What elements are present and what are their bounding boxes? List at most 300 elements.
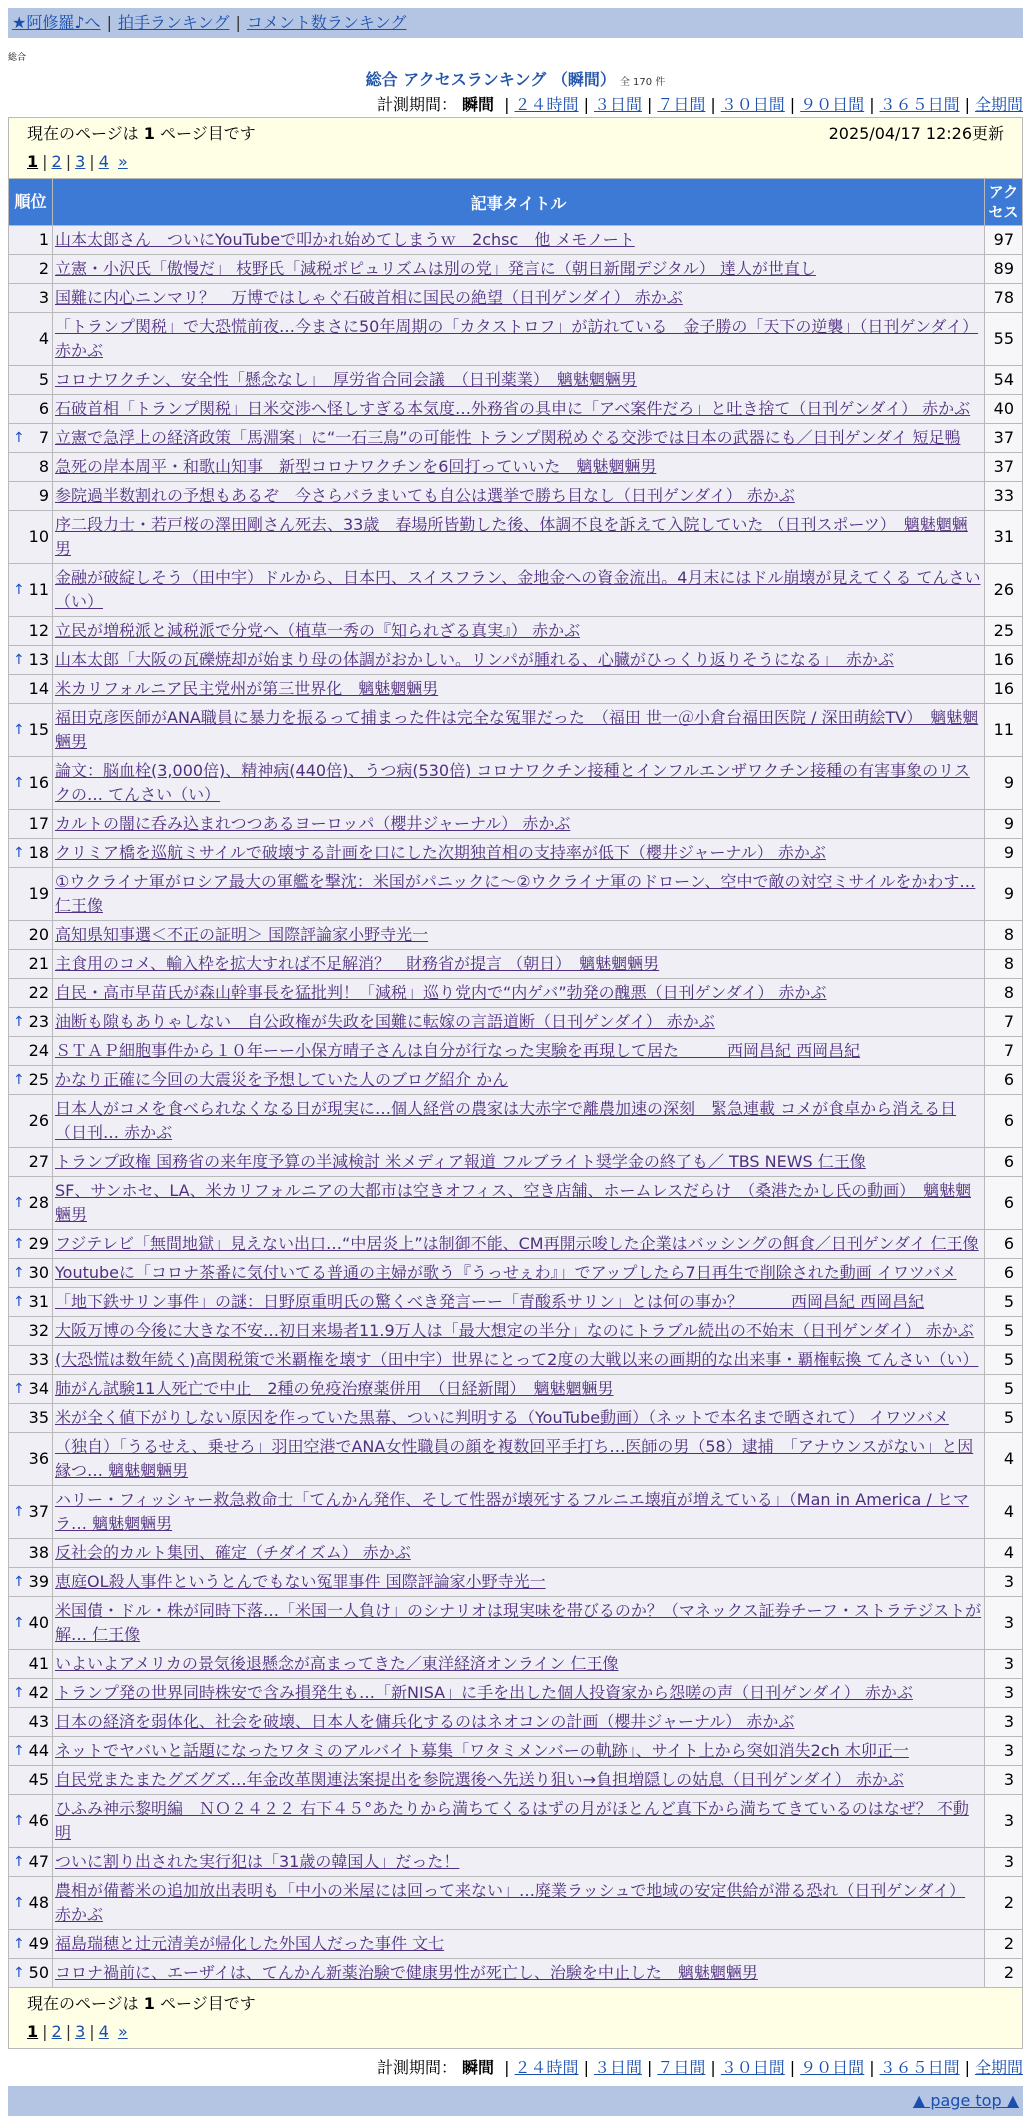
rank-cell bbox=[9, 1679, 53, 1708]
title-cell bbox=[53, 255, 985, 284]
rank-cell bbox=[9, 1037, 53, 1066]
table-row bbox=[9, 1539, 1023, 1568]
article-link[interactable]: (大恐慌は数年続く)高関税策で米覇権を壊す（田中宇）世界にとって2度の大戦以来の画期的な出来事・覇権転換 てんさい（い） bbox=[55, 1350, 979, 1369]
article-link[interactable]: フジテレビ「無間地獄」見えない出口…“中居炎上”は制御不能、CM再開示唆した企業はバッシングの餌食／日刊ゲンダイ 仁王像 bbox=[55, 1234, 979, 1253]
table-row bbox=[9, 1568, 1023, 1597]
table-row bbox=[9, 1404, 1023, 1433]
period-separator: | bbox=[789, 95, 796, 114]
rank-number: 29 bbox=[28, 1234, 49, 1253]
article-link[interactable]: 米国債・ドル・株が同時下落…「米国一人負け」のシナリオは現実味を帯びるのか？（マネックス証券チーフ・ストラテジストが解… 仁王像 bbox=[55, 1601, 982, 1644]
article-link[interactable]: 恵庭OL殺人事件というとんでもない冤罪事件 国際評論家小野寺光一 bbox=[55, 1572, 546, 1591]
table-row bbox=[9, 482, 1023, 511]
page-link[interactable]: 2 bbox=[51, 2022, 62, 2041]
title-cell bbox=[53, 1597, 985, 1650]
access-count: 3 bbox=[984, 1795, 1022, 1848]
rank-number: 36 bbox=[28, 1449, 49, 1468]
page-link[interactable]: 3 bbox=[75, 2022, 86, 2041]
rank-up-arrow-icon: ↑ bbox=[13, 1381, 25, 1397]
page-current: 1 bbox=[27, 152, 39, 171]
rank-number: 21 bbox=[28, 954, 49, 973]
title-cell bbox=[53, 646, 985, 675]
article-link[interactable]: 「地下鉄サリン事件」の謎：日野原重明氏の驚くべき発言ーー「青酸系サリン」とは何の事か？ 西岡昌紀 西岡昌紀 bbox=[55, 1292, 925, 1311]
title-cell bbox=[53, 1008, 985, 1037]
title-cell bbox=[53, 1317, 985, 1346]
title-cell bbox=[53, 1708, 985, 1737]
access-count: 3 bbox=[984, 1708, 1022, 1737]
table-row bbox=[9, 1095, 1023, 1148]
title-cell bbox=[53, 1539, 985, 1568]
article-link[interactable]: ①ウクライナ軍がロシア最大の軍艦を撃沈：米国がパニックに〜②ウクライナ軍のドローン、空中で敵の対空ミサイルをかわす… 仁王像 bbox=[55, 872, 976, 915]
rank-up-arrow-icon: ↑ bbox=[13, 582, 25, 598]
period-selector-top bbox=[0, 92, 1031, 115]
table-row bbox=[9, 313, 1023, 366]
article-link[interactable]: ついに割り出された実行犯は「31歳の韓国人」だった！ bbox=[55, 1852, 460, 1871]
article-link[interactable]: いよいよアメリカの景気後退懸念が高まってきた／東洋経済オンライン 仁王像 bbox=[55, 1654, 619, 1673]
title-cell bbox=[53, 1737, 985, 1766]
rank-number: 20 bbox=[28, 925, 49, 944]
article-link[interactable]: 論文：脳血栓(3,000倍)、精神病(440倍)、うつ病(530倍) コロナワクチン接種とインフルエンザワクチン接種の有害事象のリスクの… てんさい（い） bbox=[55, 761, 970, 804]
article-link[interactable]: 肺がん試験11人死亡で中止 2種の免疫治療薬併用 （日経新聞） 魑魅魍魎男 bbox=[55, 1379, 614, 1398]
rank-cell bbox=[9, 1066, 53, 1095]
table-row bbox=[9, 839, 1023, 868]
period-link[interactable]: ３６５日間 bbox=[879, 2058, 960, 2077]
table-row bbox=[9, 564, 1023, 617]
pager-top bbox=[9, 118, 1023, 179]
access-count: 6 bbox=[984, 1259, 1022, 1288]
title-cell bbox=[53, 564, 985, 617]
article-link[interactable]: 国難に内心ニンマリ？ 万博ではしゃぐ石破首相に国民の絶望（日刊ゲンダイ） 赤かぶ bbox=[55, 288, 683, 307]
rank-number: 41 bbox=[28, 1654, 49, 1673]
article-link[interactable]: コロナ禍前に、エーザイは、てんかん新薬治験で健康男性が死亡し、治験を中止した 魑魅魍魎男 bbox=[55, 1963, 758, 1982]
table-row bbox=[9, 1708, 1023, 1737]
col-header-rank: 順位 bbox=[9, 179, 53, 226]
rank-number: 31 bbox=[28, 1292, 49, 1311]
rank-number: 39 bbox=[28, 1572, 49, 1591]
table-row bbox=[9, 1066, 1023, 1095]
rank-up-arrow-icon: ↑ bbox=[13, 1072, 25, 1088]
nav-separator: | bbox=[235, 13, 241, 32]
article-link[interactable]: コロナワクチン、安全性「懸念なし」 厚労省合同会議 （日刊薬業） 魑魅魍魎男 bbox=[55, 370, 637, 389]
access-count: 9 bbox=[984, 810, 1022, 839]
rank-number: 35 bbox=[28, 1408, 49, 1427]
access-count: 6 bbox=[984, 1230, 1022, 1259]
article-link[interactable]: カルトの闇に呑み込まれつつあるヨーロッパ（櫻井ジャーナル） 赤かぶ bbox=[55, 814, 571, 833]
title-cell bbox=[53, 511, 985, 564]
rank-up-arrow-icon: ↑ bbox=[13, 845, 25, 861]
title-cell bbox=[53, 226, 985, 255]
rank-cell bbox=[9, 1375, 53, 1404]
rank-cell bbox=[9, 255, 53, 284]
rank-up-arrow-icon: ↑ bbox=[13, 1813, 25, 1829]
table-row bbox=[9, 1486, 1023, 1539]
article-link[interactable]: 参院過半数割れの予想もあるぞ 今さらバラまいても自公は選挙で勝ち目なし（日刊ゲンダイ） 赤かぶ bbox=[55, 486, 795, 505]
title-cell bbox=[53, 1766, 985, 1795]
rank-cell bbox=[9, 1346, 53, 1375]
rank-cell bbox=[9, 1930, 53, 1959]
period-link[interactable]: ９０日間 bbox=[800, 2058, 865, 2077]
article-link[interactable]: 立憲・小沢氏「傲慢だ」 枝野氏「減税ポピュリズムは別の党」発言に（朝日新聞デジタル） 達人が世直し bbox=[55, 259, 816, 278]
title-cell bbox=[53, 810, 985, 839]
page-link[interactable]: 4 bbox=[98, 152, 109, 171]
period-link[interactable]: ２４時間 bbox=[514, 95, 579, 114]
rank-number: 14 bbox=[28, 679, 49, 698]
table-row bbox=[9, 1795, 1023, 1848]
page-link[interactable]: 2 bbox=[51, 152, 62, 171]
title-cell bbox=[53, 979, 985, 1008]
table-row bbox=[9, 1433, 1023, 1486]
access-count: 4 bbox=[984, 1486, 1022, 1539]
article-link[interactable]: ひふみ神示黎明編 ＮＯ２４２２ 右下４５°あたりから満ちてくるはずの月がほとんど真下から満ちてきているのはなぜ？ 不動明 bbox=[55, 1799, 969, 1842]
period-link[interactable]: ３日間 bbox=[593, 95, 642, 114]
table-row bbox=[9, 757, 1023, 810]
ranking-table bbox=[8, 117, 1023, 2049]
rank-number: 38 bbox=[28, 1543, 49, 1562]
article-link[interactable]: クリミア橋を巡航ミサイルで破壊する計画を口にした次期独首相の支持率が低下（櫻井ジャーナル） 赤かぶ bbox=[55, 843, 826, 862]
comment-ranking-link[interactable]: コメント数ランキング bbox=[246, 13, 407, 32]
rank-cell bbox=[9, 757, 53, 810]
period-separator: | bbox=[504, 95, 510, 114]
page-separator: | bbox=[89, 152, 95, 171]
article-link[interactable]: 米が全く値下がりしない原因を作っていた黒幕、ついに判明する（YouTube動画）（ネットで本名まで晒されて） イワツバメ bbox=[55, 1408, 949, 1427]
period-link[interactable]: ７日間 bbox=[657, 2058, 706, 2077]
rank-number: 48 bbox=[28, 1893, 49, 1912]
rank-number: 3 bbox=[38, 288, 49, 307]
page-separator: | bbox=[65, 2022, 72, 2041]
article-link[interactable]: 福田克彦医師がANA職員に暴力を振るって捕まった件は完全な冤罪だった （福田 世一＠小倉台福田医院 / 深田萌絵TV） 魑魅魍魎男 bbox=[55, 708, 979, 751]
title-cell bbox=[53, 424, 985, 453]
period-selector-bottom bbox=[0, 2055, 1031, 2078]
current-page-text: 現在のページは 1 ページ目です bbox=[27, 124, 256, 143]
access-count: 31 bbox=[984, 511, 1022, 564]
article-link[interactable]: 序二段力士・若戸桜の澤田剛さん死去、33歳 春場所皆勤した後、体調不良を訴えて入院していた （日刊スポーツ） 魑魅魍魎男 bbox=[55, 515, 968, 558]
title-cell bbox=[53, 1848, 985, 1877]
access-count: 8 bbox=[984, 979, 1022, 1008]
title-cell bbox=[53, 1230, 985, 1259]
access-count: 55 bbox=[984, 313, 1022, 366]
table-row bbox=[9, 1317, 1023, 1346]
applause-ranking-link[interactable]: 拍手ランキング bbox=[117, 13, 230, 32]
access-count: 3 bbox=[984, 1597, 1022, 1650]
rank-cell bbox=[9, 226, 53, 255]
period-link[interactable]: ３６５日間 bbox=[879, 95, 960, 114]
title-cell bbox=[53, 757, 985, 810]
rank-cell bbox=[9, 453, 53, 482]
rank-cell bbox=[9, 284, 53, 313]
rank-up-arrow-icon: ↑ bbox=[13, 430, 25, 446]
period-link[interactable]: ３０日間 bbox=[720, 95, 785, 114]
page-top-link[interactable]: ▲ page top ▲ bbox=[912, 2091, 1019, 2110]
article-link[interactable]: 福島瑞穂と辻元清美が帰化した外国人だった事件 文七 bbox=[55, 1934, 445, 1953]
rank-cell bbox=[9, 1848, 53, 1877]
access-count: 5 bbox=[984, 1375, 1022, 1404]
article-link[interactable]: 立憲で急浮上の経済政策「馬淵案」に“一石三鳥”の可能性 トランプ関税めぐる交渉では日本の武器にも／日刊ゲンダイ 短足鴨 bbox=[55, 428, 961, 447]
article-link[interactable]: 反社会的カルト集団、確定（チダイズム） 赤かぶ bbox=[55, 1543, 411, 1562]
table-row bbox=[9, 1679, 1023, 1708]
article-link[interactable]: 米カリフォルニア民主党州が第三世界化 魑魅魍魎男 bbox=[55, 679, 439, 698]
title-cell bbox=[53, 313, 985, 366]
rank-cell bbox=[9, 675, 53, 704]
access-count: 37 bbox=[984, 453, 1022, 482]
current-page-text: 現在のページは 1 ページ目です bbox=[27, 1994, 256, 2013]
rank-number: 42 bbox=[28, 1683, 49, 1702]
rank-cell bbox=[9, 424, 53, 453]
rank-number: 27 bbox=[28, 1152, 49, 1171]
total-count: 全 170 件 bbox=[619, 77, 666, 88]
article-link[interactable]: ネットでヤバいと話題になったワタミのアルバイト募集「ワタミメンバーの軌跡」、サイト上から突如消失2ch 木卯正一 bbox=[55, 1741, 909, 1760]
title-cell bbox=[53, 482, 985, 511]
next-page-link[interactable]: » bbox=[117, 152, 128, 171]
col-header-title: 記事タイトル bbox=[53, 179, 985, 226]
home-link[interactable]: ★阿修羅♪へ bbox=[12, 13, 101, 32]
table-row bbox=[9, 1177, 1023, 1230]
table-row bbox=[9, 1008, 1023, 1037]
article-link[interactable]: 自民党またまたグズグズ…年金改革関連法案提出を参院選後へ先送り狙い→負担増隠しの姑息（日刊ゲンダイ） 赤かぶ bbox=[55, 1770, 904, 1789]
rank-number: 32 bbox=[28, 1321, 49, 1340]
rank-cell bbox=[9, 646, 53, 675]
rank-up-arrow-icon: ↑ bbox=[13, 775, 25, 791]
period-separator: | bbox=[504, 2058, 510, 2077]
article-link[interactable]: 油断も隙もありゃしない 自公政権が失政を国難に転嫁の言語道断（日刊ゲンダイ） 赤かぶ bbox=[55, 1012, 715, 1031]
table-row bbox=[9, 1959, 1023, 1988]
article-link[interactable]: 山本太郎「大阪の瓦礫焼却が始まり母の体調がおかしい。リンパが腫れる、心臓がひっくり返りそうになる」 赤かぶ bbox=[55, 650, 894, 669]
article-link[interactable]: 日本の経済を弱体化、社会を破壊、日本人を傭兵化するのはネオコンの計画（櫻井ジャーナル） 赤かぶ bbox=[55, 1712, 795, 1731]
rank-cell bbox=[9, 1539, 53, 1568]
col-header-access: アクセス bbox=[984, 179, 1022, 226]
rank-cell bbox=[9, 1148, 53, 1177]
next-page-link[interactable]: » bbox=[117, 2022, 128, 2041]
article-link[interactable]: 主食用のコメ、輸入枠を拡大すれば不足解消？ 財務省が提言 （朝日） 魑魅魍魎男 bbox=[55, 954, 660, 973]
period-label: 計測期間： bbox=[376, 2058, 457, 2077]
period-separator: | bbox=[710, 2058, 716, 2077]
article-link[interactable]: ＳＴＡＰ細胞事件から１０年ーー小保方晴子さんは自分が行なった実験を再現して居た 西岡昌紀 西岡昌紀 bbox=[55, 1041, 861, 1060]
title-cell bbox=[53, 395, 985, 424]
table-row bbox=[9, 1037, 1023, 1066]
page-separator: | bbox=[42, 2022, 48, 2041]
table-row bbox=[9, 1230, 1023, 1259]
pagination bbox=[27, 2020, 1004, 2048]
rank-number: 28 bbox=[28, 1193, 49, 1212]
period-link[interactable]: ３０日間 bbox=[720, 2058, 785, 2077]
rank-number: 8 bbox=[38, 457, 49, 476]
access-count: 3 bbox=[984, 1766, 1022, 1795]
rank-number: 13 bbox=[28, 650, 49, 669]
table-row bbox=[9, 453, 1023, 482]
access-count: 5 bbox=[984, 1404, 1022, 1433]
access-count: 8 bbox=[984, 950, 1022, 979]
rank-cell bbox=[9, 1766, 53, 1795]
page-link[interactable]: 4 bbox=[98, 2022, 109, 2041]
rank-cell bbox=[9, 979, 53, 1008]
rank-cell bbox=[9, 313, 53, 366]
rank-up-arrow-icon: ↑ bbox=[13, 1014, 25, 1030]
article-link[interactable]: かなり正確に今回の大震災を予想していた人のブログ紹介 かん bbox=[55, 1070, 509, 1089]
title-cell bbox=[53, 366, 985, 395]
rank-number: 6 bbox=[38, 399, 49, 418]
access-count: 4 bbox=[984, 1433, 1022, 1486]
rank-up-arrow-icon: ↑ bbox=[13, 1743, 25, 1759]
title-cell bbox=[53, 284, 985, 313]
rank-cell bbox=[9, 1008, 53, 1037]
rank-number: 17 bbox=[28, 814, 49, 833]
rank-cell bbox=[9, 704, 53, 757]
title-cell bbox=[53, 1148, 985, 1177]
rank-cell bbox=[9, 839, 53, 868]
rank-cell bbox=[9, 366, 53, 395]
period-link[interactable]: ２４時間 bbox=[514, 2058, 579, 2077]
access-count: 3 bbox=[984, 1650, 1022, 1679]
page-title: 総合 アクセスランキング （瞬間） bbox=[365, 70, 616, 89]
access-count: 9 bbox=[984, 757, 1022, 810]
article-link[interactable]: 金融が破綻しそう（田中宇）ドルから、日本円、スイスフラン、金地金への資金流出。4月末にはドル崩壊が見えてくる てんさい（い） bbox=[55, 568, 981, 611]
table-row bbox=[9, 1288, 1023, 1317]
table-row bbox=[9, 366, 1023, 395]
rank-number: 9 bbox=[38, 486, 49, 505]
access-count: 5 bbox=[984, 1288, 1022, 1317]
rank-cell bbox=[9, 395, 53, 424]
access-count: 89 bbox=[984, 255, 1022, 284]
title-cell bbox=[53, 1568, 985, 1597]
rank-cell bbox=[9, 921, 53, 950]
title-cell bbox=[53, 1930, 985, 1959]
table-row bbox=[9, 675, 1023, 704]
article-link[interactable]: 山本太郎さん ついにYouTubeで叩かれ始めてしまうｗ 2chsc 他 メモノート bbox=[55, 230, 635, 249]
access-count: 78 bbox=[984, 284, 1022, 313]
article-link[interactable]: トランプ政権 国務省の来年度予算の半減検討 米メディア報道 フルブライト奨学金の終了も／ TBS NEWS 仁王像 bbox=[55, 1152, 866, 1171]
table-row bbox=[9, 810, 1023, 839]
table-row bbox=[9, 1737, 1023, 1766]
title-cell bbox=[53, 1959, 985, 1988]
table-row bbox=[9, 1766, 1023, 1795]
table-row bbox=[9, 255, 1023, 284]
rank-number: 44 bbox=[28, 1741, 49, 1760]
title-cell bbox=[53, 617, 985, 646]
rank-cell bbox=[9, 1404, 53, 1433]
table-row bbox=[9, 1848, 1023, 1877]
article-link[interactable]: 自民・高市早苗氏が森山幹事長を猛批判！「減税」巡り党内で“内ゲバ”勃発の醜悪（日刊ゲンダイ） 赤かぶ bbox=[55, 983, 827, 1002]
period-separator: | bbox=[964, 2058, 970, 2077]
title-cell bbox=[53, 1795, 985, 1848]
period-link[interactable]: 全期間 bbox=[974, 95, 1023, 114]
article-link[interactable]: 急死の岸本周平・和歌山知事 新型コロナワクチンを6回打っていいた 魑魅魍魎男 bbox=[55, 457, 657, 476]
access-count: 11 bbox=[984, 704, 1022, 757]
access-count: 8 bbox=[984, 921, 1022, 950]
table-row bbox=[9, 1375, 1023, 1404]
access-count: 37 bbox=[984, 424, 1022, 453]
access-count: 9 bbox=[984, 839, 1022, 868]
rank-number: 10 bbox=[28, 527, 49, 546]
access-count: 9 bbox=[984, 868, 1022, 921]
rank-up-arrow-icon: ↑ bbox=[13, 1936, 25, 1952]
rank-cell bbox=[9, 1737, 53, 1766]
period-link[interactable]: ３日間 bbox=[593, 2058, 642, 2077]
title-cell bbox=[53, 839, 985, 868]
table-row bbox=[9, 617, 1023, 646]
access-count: 2 bbox=[984, 1959, 1022, 1988]
access-count: 5 bbox=[984, 1317, 1022, 1346]
article-link[interactable]: Youtubeに「コロナ茶番に気付いてる普通の主婦が歌う『うっせぇわ』」でアップしたら7日再生で削除された動画 イワツバメ bbox=[55, 1263, 957, 1282]
rank-cell bbox=[9, 617, 53, 646]
rank-cell bbox=[9, 511, 53, 564]
rank-cell bbox=[9, 1486, 53, 1539]
access-count: 4 bbox=[984, 1539, 1022, 1568]
title-cell bbox=[53, 921, 985, 950]
article-link[interactable]: 「トランプ関税」で大恐慌前夜…今まさに50年周期の「カタストロフ」が訪れている 金子勝の「天下の逆襲」（日刊ゲンダイ） 赤かぶ bbox=[55, 317, 979, 360]
article-link[interactable]: 高知県知事選＜不正の証明＞ 国際評論家小野寺光一 bbox=[55, 925, 429, 944]
rank-up-arrow-icon: ↑ bbox=[13, 722, 25, 738]
article-link[interactable]: 農相が備蓄米の追加放出表明も「中小の米屋には回って来ない」…廃業ラッシュで地域の安定供給が滞る恐れ（日刊ゲンダイ） 赤かぶ bbox=[55, 1881, 966, 1924]
period-separator: | bbox=[869, 95, 875, 114]
article-link[interactable]: ハリー・フィッシャー救急救命士「てんかん発作、そして性器が壊死するフルニエ壊疽が増えている」（Man in America / ヒマラ… 魑魅魍魎男 bbox=[55, 1490, 969, 1533]
title-cell bbox=[53, 1177, 985, 1230]
article-link[interactable]: トランプ発の世界同時株安で含み損発生も…「新NISA」に手を出した個人投資家から怨嗟の声（日刊ゲンダイ） 赤かぶ bbox=[55, 1683, 913, 1702]
table-row bbox=[9, 424, 1023, 453]
rank-up-arrow-icon: ↑ bbox=[13, 1895, 25, 1911]
rank-number: 23 bbox=[28, 1012, 49, 1031]
article-link[interactable]: 大阪万博の今後に大きな不安…初日来場者11.9万人は「最大想定の半分」なのにトラブル続出の不始末（日刊ゲンダイ） 赤かぶ bbox=[55, 1321, 974, 1340]
access-count: 6 bbox=[984, 1066, 1022, 1095]
rank-up-arrow-icon: ↑ bbox=[13, 652, 25, 668]
table-row bbox=[9, 511, 1023, 564]
page-link[interactable]: 3 bbox=[75, 152, 86, 171]
rank-up-arrow-icon: ↑ bbox=[13, 1615, 25, 1631]
rank-number: 1 bbox=[38, 230, 49, 249]
article-link[interactable]: SF、サンホセ、LA、米カリフォルニアの大都市は空きオフィス、空き店舗、ホームレスだらけ （桑港たかし氏の動画） 魑魅魍魎男 bbox=[55, 1181, 972, 1224]
pagination bbox=[27, 150, 1004, 178]
rank-up-arrow-icon: ↑ bbox=[13, 1854, 25, 1870]
rank-number: 26 bbox=[28, 1111, 49, 1130]
period-link[interactable]: 全期間 bbox=[974, 2058, 1023, 2077]
title-cell bbox=[53, 1679, 985, 1708]
period-separator: | bbox=[789, 2058, 796, 2077]
article-link[interactable]: （独自）「うるせえ、乗せろ」羽田空港でANA女性職員の顔を複数回平手打ち…医師の男（58）逮捕 「アナウンスがない」と因縁つ… 魑魅魍魎男 bbox=[55, 1437, 974, 1480]
period-separator: | bbox=[646, 95, 653, 114]
page-current: 1 bbox=[27, 2022, 39, 2041]
period-link[interactable]: ７日間 bbox=[657, 95, 706, 114]
footer-bar bbox=[8, 2086, 1023, 2116]
title-cell bbox=[53, 1375, 985, 1404]
article-link[interactable]: 日本人がコメを食べられなくなる日が現実に…個人経営の農家は大赤字で離農加速の深刻 緊急連載 コメが食卓から消える日（日刊… 赤かぶ bbox=[55, 1099, 957, 1142]
period-label: 計測期間： bbox=[376, 95, 457, 114]
title-cell bbox=[53, 1650, 985, 1679]
updated-timestamp: 2025/04/17 12:26更新 bbox=[828, 124, 1004, 143]
article-link[interactable]: 立民が増税派と減税派で分党へ（植草一秀の『知られざる真実』） 赤かぶ bbox=[55, 621, 581, 640]
rank-number: 50 bbox=[28, 1963, 49, 1982]
table-row bbox=[9, 1650, 1023, 1679]
rank-cell bbox=[9, 1288, 53, 1317]
rank-number: 2 bbox=[38, 259, 49, 278]
rank-cell bbox=[9, 1433, 53, 1486]
table-row bbox=[9, 1148, 1023, 1177]
article-link[interactable]: 石破首相「トランプ関税」日米交渉へ怪しすぎる本気度…外務省の具申に「アベ案件だろ」と吐き捨て（日刊ゲンダイ） 赤かぶ bbox=[55, 399, 971, 418]
title-cell bbox=[53, 1486, 985, 1539]
rank-cell bbox=[9, 1650, 53, 1679]
access-count: 54 bbox=[984, 366, 1022, 395]
title-cell bbox=[53, 868, 985, 921]
table-row bbox=[9, 1877, 1023, 1930]
rank-number: 5 bbox=[38, 370, 49, 389]
period-link[interactable]: ９０日間 bbox=[800, 95, 865, 114]
rank-number: 33 bbox=[28, 1350, 49, 1369]
rank-up-arrow-icon: ↑ bbox=[13, 1685, 25, 1701]
period-separator: | bbox=[964, 95, 970, 114]
rank-number: 4 bbox=[38, 329, 49, 348]
access-count: 16 bbox=[984, 675, 1022, 704]
table-row bbox=[9, 284, 1023, 313]
title-cell bbox=[53, 1066, 985, 1095]
rank-up-arrow-icon: ↑ bbox=[13, 1265, 25, 1281]
access-count: 26 bbox=[984, 564, 1022, 617]
rank-number: 46 bbox=[28, 1811, 49, 1830]
